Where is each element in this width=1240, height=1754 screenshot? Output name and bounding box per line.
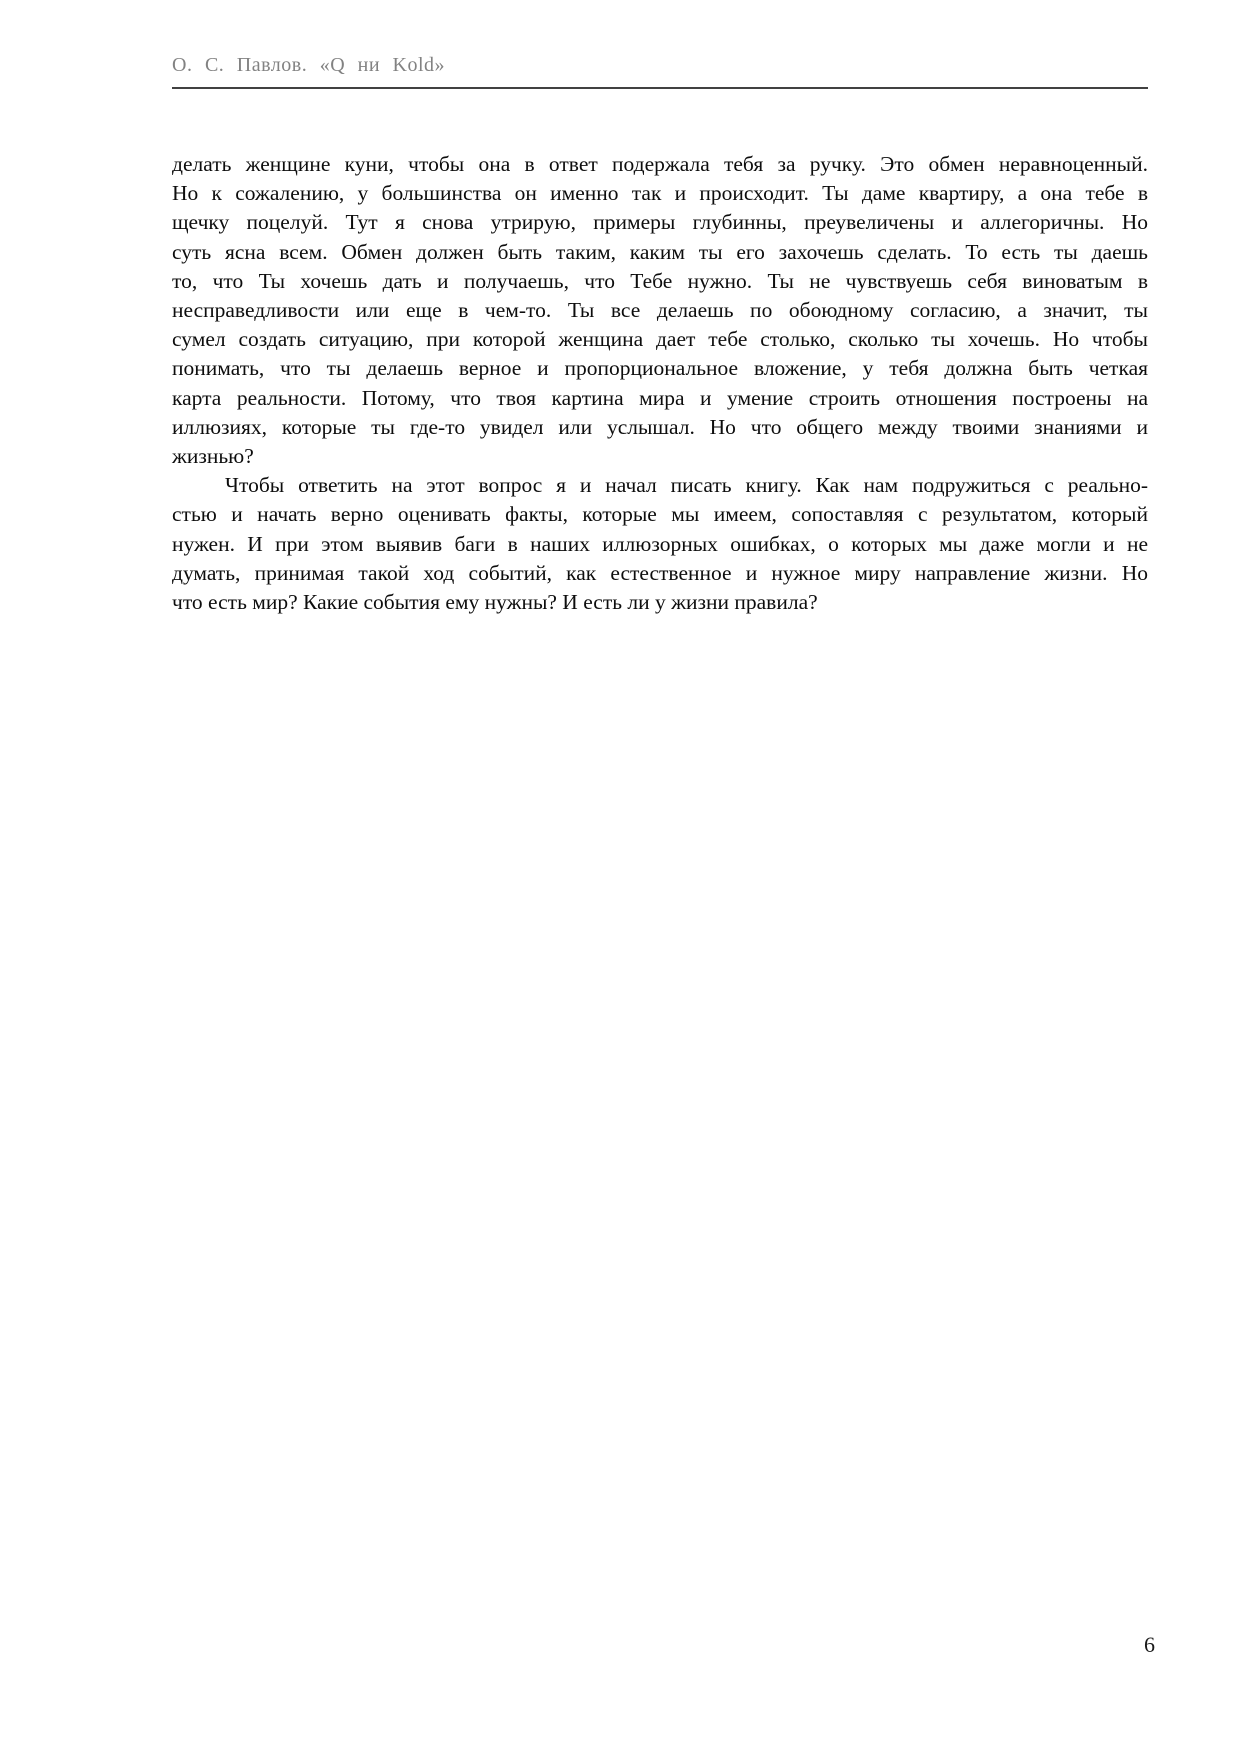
paragraph-2 — [172, 471, 1148, 617]
text-line: иллюзиях, которые ты где-то увидел или услышал. Но что общего между твоими знаниями и — [172, 414, 1148, 439]
text-line: то, что Ты хочешь дать и получаешь, что Тебе нужно. Ты не чувствуешь себя виноватым в — [172, 268, 1148, 293]
text-line: суть ясна всем. Обмен должен быть таким, каким ты его захочешь сделать. То есть ты даешь — [172, 239, 1148, 264]
paragraph-1 — [172, 150, 1148, 471]
text-line: делать женщине куни, чтобы она в ответ подержала тебя за ручку. Это обмен неравноценный. — [172, 152, 1148, 176]
text-line: думать, принимая такой ход событий, как естественное и нужное миру направление жизни. Но — [172, 560, 1148, 585]
text-line: Но к сожалению, у большинства он именно так и происходит. Ты даме квартиру, а она тебе в — [172, 181, 1148, 206]
text-line: понимать, что ты делаешь верное и пропорциональное вложение, у тебя должна быть четкая — [172, 356, 1148, 381]
text-line: сумел создать ситуацию, при которой женщина дает тебе столько, сколько ты хочешь. Но чтобы — [172, 327, 1148, 352]
text-line: щечку поцелуй. Тут я снова утрирую, примеры глубинны, преувеличены и аллегоричны. Но — [172, 210, 1148, 235]
text-line: стью и начать верно оценивать факты, которые мы имеем, сопоставляя с результатом, который — [172, 502, 1148, 527]
text-line: жизнью? — [172, 444, 254, 469]
header-rule — [172, 87, 1148, 89]
page-number: 6 — [1144, 1632, 1155, 1657]
page-footer — [172, 1632, 1155, 1658]
text-line: что есть мир? Какие события ему нужны? И есть ли у жизни правила? — [172, 590, 818, 615]
text-line: несправедливости или еще в чем-то. Ты все делаешь по обоюдному согласию, а значит, ты — [172, 298, 1148, 323]
running-header — [172, 54, 1148, 77]
text-line: Чтобы ответить на этот вопрос я и начал писать книгу. Как нам подружиться с реально- — [225, 473, 1148, 498]
text-line: нужен. И при этом выявив баги в наших иллюзорных ошибках, о которых мы даже могли и не — [172, 531, 1148, 556]
page-body — [172, 150, 1148, 617]
text-line: карта реальности. Потому, что твоя картина мира и умение строить отношения построены на — [172, 385, 1148, 410]
running-header-text: О. С. Павлов. «Q ни Kold» — [172, 54, 446, 76]
